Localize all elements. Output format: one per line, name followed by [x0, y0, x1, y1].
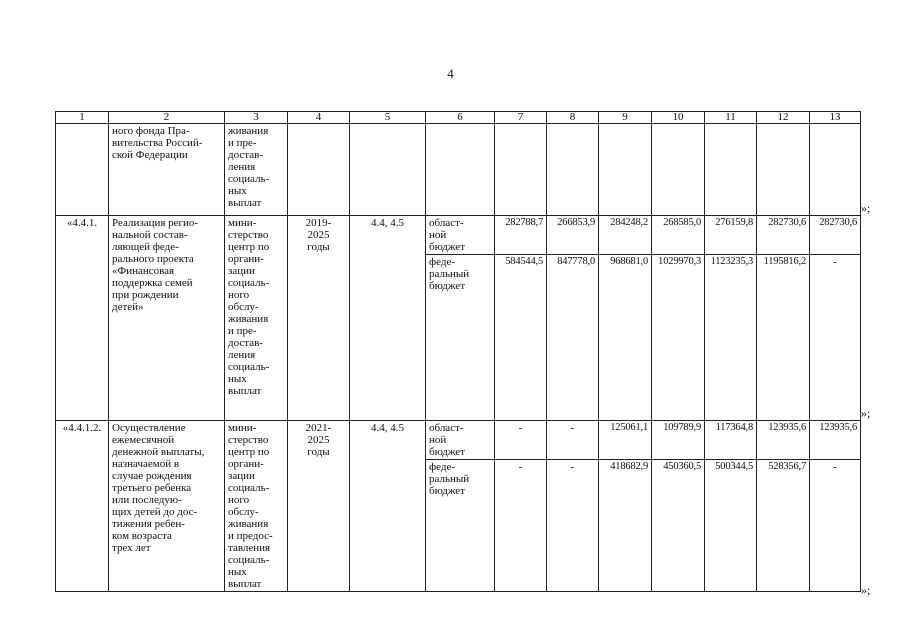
value-cell: 123935,6	[757, 421, 810, 460]
item-title: Реализация регио- нальной состав- ляющей феде- рального проекта «Финансовая поддержка семей при рождении детей»	[109, 216, 225, 421]
continuation-title: ного фонда Пра- вительства Россий- ской Федерации	[109, 124, 225, 216]
value-cell: 276159,8	[705, 216, 757, 255]
budget-source: област- ной бюджет	[426, 216, 495, 255]
continuation-executor: живания и пре- достав- ления социаль- ных выплат	[225, 124, 288, 216]
col-header: 8	[547, 112, 599, 124]
col-header: 4	[288, 112, 350, 124]
value-cell: 450360,5	[652, 460, 705, 592]
col-header: 10	[652, 112, 705, 124]
value-cell: -	[547, 460, 599, 592]
value-cell: 1195816,2	[757, 255, 810, 421]
value-cell: 123935,6	[810, 421, 861, 460]
value-cell: 282730,6	[757, 216, 810, 255]
page-number: 4	[447, 66, 454, 81]
col-header: 11	[705, 112, 757, 124]
value-cell: 528356,7	[757, 460, 810, 592]
value-cell: -	[495, 421, 547, 460]
value-cell: 117364,8	[705, 421, 757, 460]
value-cell: 418682,9	[599, 460, 652, 592]
value-cell: 282730,6	[810, 216, 861, 255]
table-row	[56, 421, 861, 460]
value-cell: -	[810, 255, 861, 421]
col-header: 5	[350, 112, 426, 124]
item-indicators: 4.4, 4.5	[350, 216, 426, 421]
budget-source: феде- ральный бюджет	[426, 255, 495, 421]
item-period: 2019- 2025 годы	[288, 216, 350, 421]
budget-source: област- ной бюджет	[426, 421, 495, 460]
item-indicators: 4.4, 4.5	[350, 421, 426, 592]
value-cell: -	[547, 421, 599, 460]
value-cell: 282788,7	[495, 216, 547, 255]
value-cell: 584544,5	[495, 255, 547, 421]
closing-quote: »;	[861, 201, 871, 215]
item-title: Осуществление ежемесячной денежной выплаты, назначаемой в случае рождения третьего ребенка или последую- щих детей до дос- тижения ребен- ком возраста трех лет	[109, 421, 225, 592]
item-code: «4.4.1.2.	[56, 421, 109, 592]
value-cell: 266853,9	[547, 216, 599, 255]
program-table	[55, 111, 861, 592]
value-cell: 500344,5	[705, 460, 757, 592]
value-cell: -	[810, 460, 861, 592]
item-executor: мини- стерство центр по органи- зации социаль- ного обслу- живания и пре- достав- ления социаль- ных выплат	[225, 216, 288, 421]
col-header: 12	[757, 112, 810, 124]
col-header: 13	[810, 112, 861, 124]
value-cell: -	[495, 460, 547, 592]
item-executor: мини- стерство центр по органи- зации социаль- ного обслу- живания и предос- тавления социаль- ных выплат	[225, 421, 288, 592]
closing-quote: »;	[861, 583, 871, 597]
closing-quote: »;	[861, 406, 871, 420]
col-header: 1	[56, 112, 109, 124]
budget-source: феде- ральный бюджет	[426, 460, 495, 592]
continuation-row	[56, 124, 861, 216]
header-row	[56, 112, 861, 124]
col-header: 6	[426, 112, 495, 124]
value-cell: 847778,0	[547, 255, 599, 421]
col-header: 7	[495, 112, 547, 124]
table-row	[56, 216, 861, 255]
value-cell: 1029970,3	[652, 255, 705, 421]
value-cell: 968681,0	[599, 255, 652, 421]
col-header: 3	[225, 112, 288, 124]
col-header: 2	[109, 112, 225, 124]
col-header: 9	[599, 112, 652, 124]
value-cell: 1123235,3	[705, 255, 757, 421]
value-cell: 268585,0	[652, 216, 705, 255]
value-cell: 284248,2	[599, 216, 652, 255]
value-cell: 109789,9	[652, 421, 705, 460]
item-period: 2021- 2025 годы	[288, 421, 350, 592]
item-code: «4.4.1.	[56, 216, 109, 421]
value-cell: 125061,1	[599, 421, 652, 460]
